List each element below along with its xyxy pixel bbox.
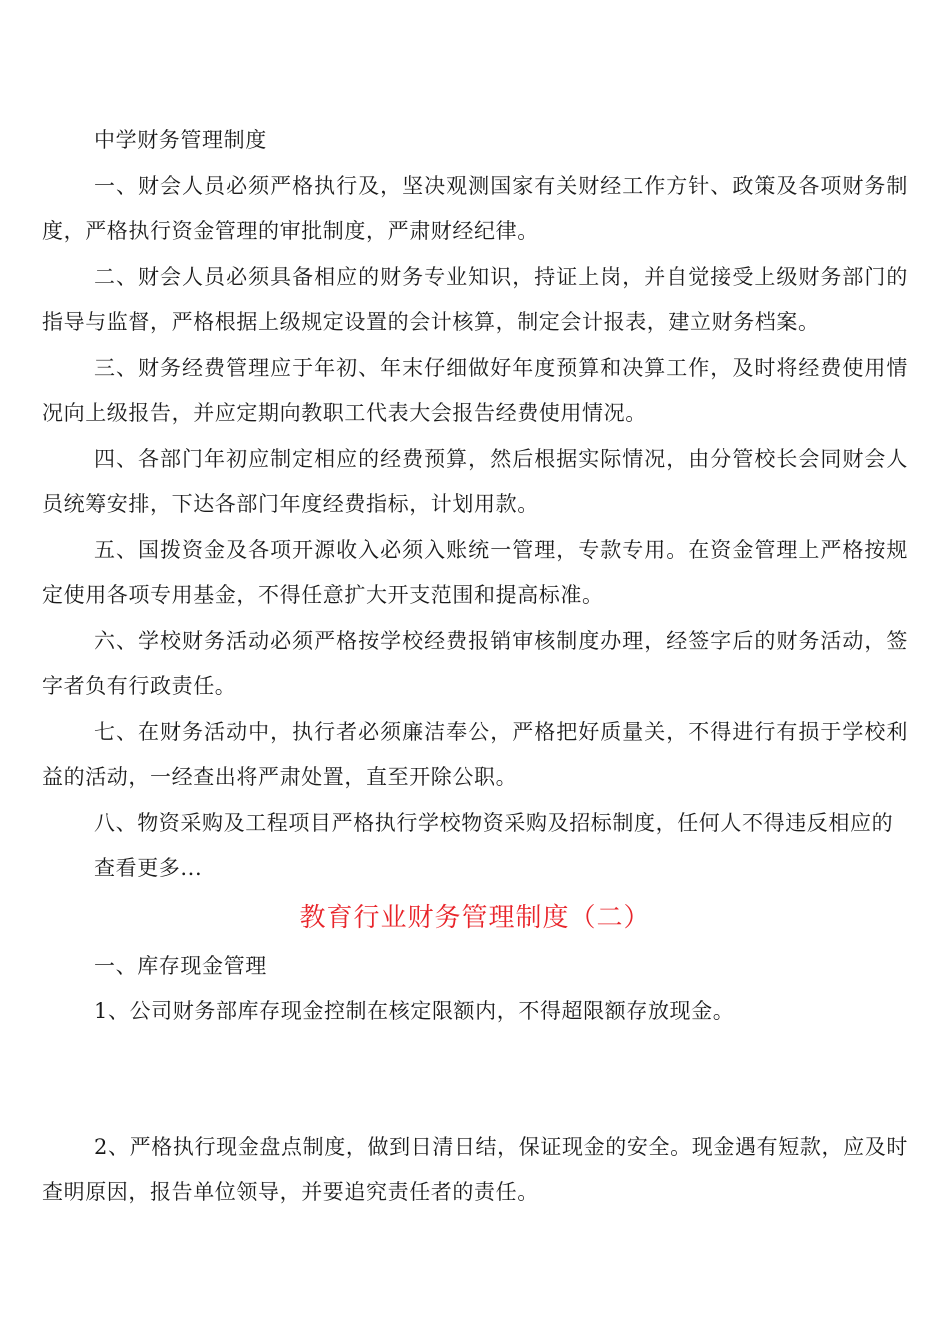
paragraph-1: 一、财会人员必须严格执行及，坚决观测国家有关财经工作方针、政策及各项财务制度，严格执行资金管理的审批制度，严肃财经纪律。 [42, 173, 908, 243]
document-title: 中学财务管理制度 [94, 128, 267, 152]
section2-heading: 教育行业财务管理制度（二） [299, 902, 651, 933]
more-link[interactable]: 查看更多... [94, 856, 203, 880]
paragraph-8: 八、物资采购及工程项目严格执行学校物资采购及招标制度，任何人不得违反相应的 [94, 810, 894, 835]
section2-item-1: 1、公司财务部库存现金控制在核定限额内，不得超限额存放现金。 [94, 999, 735, 1023]
document-page [42, 118, 908, 1216]
blank-gap [42, 1035, 908, 1125]
paragraph-2: 二、财会人员必须具备相应的财务专业知识，持证上岗，并自觉接受上级财务部门的指导与监督，严格根据上级规定设置的会计核算，制定会计报表，建立财务档案。 [42, 264, 908, 334]
section2-subheading: 一、库存现金管理 [94, 953, 267, 978]
paragraph-5: 五、国拨资金及各项开源收入必须入账统一管理，专款专用。在资金管理上严格按规定使用各项专用基金，不得任意扩大开支范围和提高标准。 [42, 537, 908, 607]
paragraph-7: 七、在财务活动中，执行者必须廉洁奉公，严格把好质量关，不得进行有损于学校利益的活动，一经查出将严肃处置，直至开除公职。 [42, 719, 908, 789]
paragraph-3: 三、财务经费管理应于年初、年末仔细做好年度预算和决算工作，及时将经费使用情况向上级报告，并应定期向教职工代表大会报告经费使用情况。 [42, 355, 908, 425]
paragraph-4: 四、各部门年初应制定相应的经费预算，然后根据实际情况，由分管校长会同财会人员统筹安排，下达各部门年度经费指标，计划用款。 [42, 446, 908, 516]
section2-item-2: 2、严格执行现金盘点制度，做到日清日结，保证现金的安全。现金遇有短款，应及时查明原因，报告单位领导，并要追究责任者的责任。 [42, 1134, 908, 1204]
paragraph-6: 六、学校财务活动必须严格按学校经费报销审核制度办理，经签字后的财务活动，签字者负有行政责任。 [42, 628, 908, 698]
